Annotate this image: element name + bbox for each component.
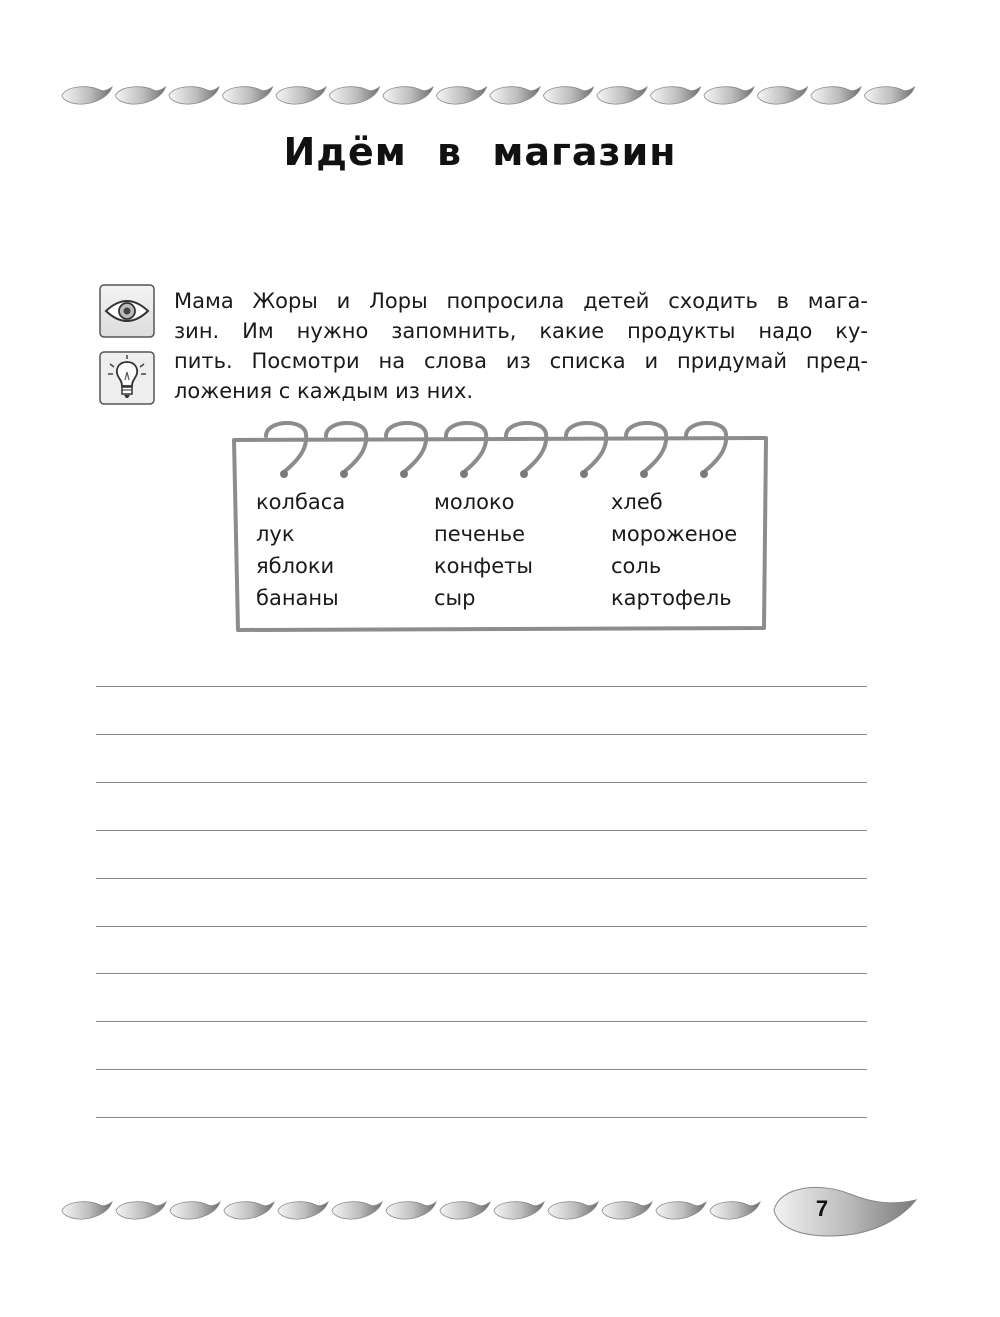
word-item: молоко: [434, 490, 515, 514]
word-column-2: [434, 486, 533, 614]
spiral-ring: [266, 423, 306, 472]
leaf-ornament: [811, 87, 861, 104]
writing-line: [96, 878, 867, 879]
leaf-ornament: [656, 1202, 706, 1219]
leaf-ornament: [276, 87, 326, 104]
spiral-hole: [340, 470, 348, 478]
leaf-ornament: [710, 1202, 760, 1219]
writing-line: [96, 926, 867, 927]
word-column-3: [611, 486, 737, 614]
leaf-ornament: [651, 87, 701, 104]
leaf-ornament: [170, 1202, 220, 1219]
task-instructions: [174, 286, 868, 406]
spiral-ring: [686, 423, 726, 472]
lightbulb-icon: [98, 350, 156, 406]
page-title: Идём в магазин: [283, 130, 677, 174]
leaf-ornament: [440, 1202, 490, 1219]
leaf-ornament: [758, 87, 808, 104]
leaf-ornament: [116, 1202, 166, 1219]
leaf-ornament: [704, 87, 754, 104]
spiral-hole: [580, 470, 588, 478]
spiral-hole: [280, 470, 288, 478]
writing-line: [96, 1069, 867, 1070]
bottom-leaf-border: [60, 1196, 780, 1222]
leaf-ornament: [223, 87, 273, 104]
word-item: яблоки: [256, 554, 335, 578]
instruction-line: Мама Жоры и Лоры попросила детей сходить в мага-: [174, 289, 868, 313]
leaf-ornament: [224, 1202, 274, 1219]
leaf-ornament: [386, 1202, 436, 1219]
leaf-ornament: [330, 87, 380, 104]
leaf-ornament: [278, 1202, 328, 1219]
instruction-line: зин. Им нужно запомнить, какие продукты надо ку-: [174, 319, 868, 343]
instruction-line: ложения с каждым из них.: [174, 379, 474, 403]
word-item: колбаса: [256, 490, 346, 514]
spiral-ring: [566, 423, 606, 472]
leaf-ornament: [116, 87, 166, 104]
writing-line: [96, 686, 867, 687]
leaf-ornament: [332, 1202, 382, 1219]
leaf-ornament: [169, 87, 219, 104]
instruction-line: пить. Посмотри на слова из списка и придумай пред-: [174, 349, 868, 373]
writing-line: [96, 734, 867, 735]
leaf-ornament: [597, 87, 647, 104]
word-item: сыр: [434, 586, 476, 610]
spiral-hole: [700, 470, 708, 478]
leaf-ornament: [548, 1202, 598, 1219]
spiral-ring: [446, 423, 486, 472]
word-item: мороженое: [611, 522, 738, 546]
word-item: хлеб: [611, 490, 663, 514]
leaf-ornament: [865, 87, 915, 104]
leaf-ornament: [437, 87, 487, 104]
leaf-ornament: [62, 87, 112, 104]
leaf-ornament: [62, 1202, 112, 1219]
writing-line: [96, 1021, 867, 1022]
leaf-ornament: [494, 1202, 544, 1219]
spiral-ring: [626, 423, 666, 472]
page-number: 7: [815, 1196, 829, 1221]
top-leaf-border: [60, 81, 920, 107]
writing-line: [96, 1117, 867, 1118]
word-item: конфеты: [434, 554, 533, 578]
word-item: лук: [256, 522, 295, 546]
spiral-hole: [460, 470, 468, 478]
word-item: бананы: [256, 586, 339, 610]
spiral-hole: [640, 470, 648, 478]
eye-icon: [98, 283, 156, 339]
word-item: соль: [611, 554, 662, 578]
leaf-ornament: [602, 1202, 652, 1219]
leaf-ornament: [544, 87, 594, 104]
page-number-leaf: [770, 1180, 920, 1240]
leaf-ornament: [383, 87, 433, 104]
spiral-hole: [400, 470, 408, 478]
writing-line: [96, 782, 867, 783]
word-item: печенье: [434, 522, 526, 546]
leaf-ornament: [490, 87, 540, 104]
word-item: картофель: [611, 586, 732, 610]
spiral-ring: [506, 423, 546, 472]
spiral-hole: [520, 470, 528, 478]
word-column-1: [256, 486, 345, 614]
spiral-ring: [326, 423, 366, 472]
spiral-ring: [386, 423, 426, 472]
writing-line: [96, 973, 867, 974]
writing-line: [96, 830, 867, 831]
